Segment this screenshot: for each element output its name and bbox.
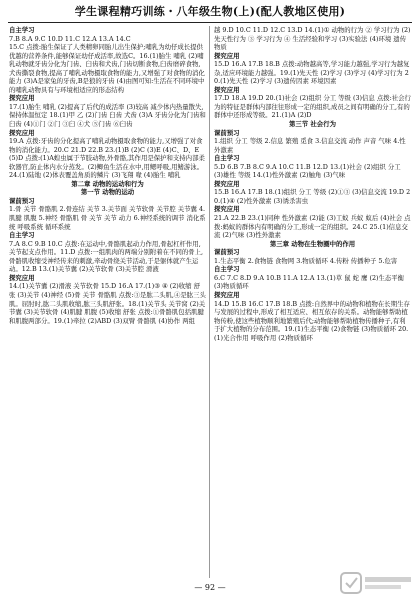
answer-paragraph: 15.D 16.A 17.B 18.B 点拨:动物越高等,学习能力越强,学习行为越复杂,适应环境能力越强。19.(1)先天性 (2)学习 (3)学习 (4)学习行为 20.(1)先天性 (2)学习 (3)遗传因素 环境因素 — [214, 60, 410, 86]
section-heading: 课前预习 — [214, 248, 240, 257]
section-heading: 探究应用 — [214, 179, 240, 188]
section-heading: 自主学习 — [9, 26, 35, 34]
column-divider — [209, 26, 210, 578]
page-header — [8, 0, 412, 23]
section-heading: 探究应用 — [214, 205, 240, 214]
chapter-title: 第一节 动物的运动 — [80, 188, 135, 197]
chapter-title: 第三章 动物在生物圈中的作用 — [269, 239, 356, 248]
section-heading: 自主学习 — [214, 265, 240, 274]
section-heading: 探究应用 — [9, 128, 35, 137]
answer-paragraph: 5.D 6.B 7.B 8.C 9.A 10.C 11.B 12.D 13.(1)社会 (2)组织 分工 (3)雄性 等级 14.(1)性外激素 (2)触角 (3)气味 — [214, 162, 401, 180]
answer-paragraph: 21.A 22.B 23.(1)同种 性外激素 (2)能 (3)工蚁 兵蚁 蚁后 (4)社会 点拨:蚂蚁的群体内有明确的分工,形成一定的组织。24.C 25.(1)信息交流 (2)气味 (3)性外激素 — [214, 214, 411, 240]
answer-paragraph: 19.A 点拨:牙齿的分化提高了哺乳动物摄取食物的能力,又增强了对食物的消化能力。20.C 21.D 22.B 23.(1)B (2)C (3)E (4)C、D、E (5)D 点拨:(1)A蝗虫属于节肢动物,外骨骼,其作用是保护和支持内部柔软器官,防止体内水分蒸发。(2)鲫鱼生活在水中,用鳃呼吸,用鳍游泳。24.(1)陆地 (2)体表覆盖角质的鳞片 (3)飞翔 喙 (4)胎生 哺乳 — [9, 137, 205, 180]
answer-paragraph: 15.C 点拨:胎生保证了人类精卵同胎儿出生保护;哺乳为幼仔成长提供优越的营养条件,能够保证幼仔成活率,故选C。16.(1)胎生 哺乳 (2)哺乳动物就牙齿分化为门齿、臼齿和犬齿,门齿切断食物,臼齿磨碎食物,犬齿撕裂食物,提高了哺乳动物摄取食物的能力,又增强了对食物的消化能力 (3)A是家兔的牙齿,B是狼的牙齿 (4)由图可知:生活在不同环境中的哺乳动物具有与环境相适应的形态结构 — [9, 43, 205, 94]
left-column — [9, 26, 206, 325]
answer-paragraph: 17.D 18.A 19.D 20.(1)社会 (2)组织 分工 等级 (3)信息 点拨:社会行为的特征是群体内部往往形成一定的组织,成员之间有明确的分工,有的群体中还形成等级。21.(1)A (2)D — [214, 94, 411, 120]
header-title: 学生课程精巧训练・八年级生物(上)(配人教地区使用) — [74, 5, 346, 18]
section-heading: 探究应用 — [9, 94, 35, 103]
section-heading: 课前预习 — [214, 128, 240, 137]
section-heading: 探究应用 — [214, 51, 240, 60]
answer-paragraph: 15.B 16.A 17.B 18.(1)组织 分工 等级 (2)①③ (3)信息交流 19.D 20.(1)④ (2)性外激素 (3)诱杀害虫 — [214, 188, 411, 205]
section-heading: 自主学习 — [214, 154, 240, 163]
answer-paragraph: 越 9.D 10.C 11.D 12.C 13.D 14.(1)① 动物的行为 ② 学习行为 (2)先天性行为 ③ 学习行为 ④ 生活经验和学习 (3)实验法 (4)环境 遗传物质 — [214, 26, 411, 52]
section-heading: 自主学习 — [9, 231, 35, 240]
answer-paragraph: 17.(1)胎生 哺乳 (2)提高了后代的成活率 (3)较高 减少体内热量散失,保持体温恒定 18.(1)甲 乙 (2)门齿 臼齿 犬齿 (3)A 牙齿分化为门齿和臼齿 (4)①门 ②门 ③臼 ④犬 ⑤门齿 ⑥臼齿 — [9, 102, 206, 129]
answer-paragraph: 6.C 7.C 8.D 9.A 10.B 11.A 12.A 13.(1)草 鼠 蛇 鹰 (2)生态平衡 (3)物质循环 — [214, 273, 405, 291]
answer-paragraph: 1.生态平衡 2.食物链 食物网 3.物质循环 4.传粉 传播种子 5.危害 — [214, 256, 398, 265]
answer-paragraph: 14.D 15.B 16.C 17.B 18.B 点拨:自然界中的动物和植物在长期生存与发展的过程中,形成了相互适应、相互依存的关系。动物能够帮助植物传粉,使这些植物顺利地繁殖后代;动物能够帮助植物传播种子,有利于扩大植物的分布范围。19.(1)生态平衡 (2)食物链 (3)物质循环 20.(1)光合作用 呼吸作用 (2)物质循环 — [214, 299, 410, 342]
watermark-logo-icon — [340, 570, 414, 596]
chapter-title: 第三节 社会行为 — [289, 120, 336, 129]
answer-paragraph: 7.A 8.C 9.B 10.C 点拨:在运动中,骨骼肌起动力作用,骨起杠杆作用,关节起支点作用。11.D 点拨:一组肌肉的两端分别附着在不同的骨上,骨骼肌收缩受神经传来的刺激,牵动骨绕关节活动,于是躯体就产生运动。12.B 13.(1)关节囊 (2)关节软骨 (3)关节腔 滑液 — [9, 239, 204, 274]
answer-paragraph: 1.组织 分工 等级 2.信息 繁殖 觅食 3.信息交流 动作 声音 气味 4.性外激素 — [214, 137, 406, 154]
section-heading: 探究应用 — [214, 290, 240, 299]
section-heading: 课前预习 — [9, 196, 35, 205]
answer-paragraph: 1.骨 关节 骨骼肌 2.骨连结 关节 3.关节面 关节软骨 关节腔 关节囊 4.肌腱 肌腹 5.神经 骨骼肌 骨 关节 关节 动力 6.神经系统的调节 消化系统 呼吸系统 循环系统 — [9, 205, 206, 231]
page-number: — 92 — — [194, 583, 226, 592]
section-heading: 探究应用 — [9, 273, 35, 282]
answer-paragraph: 7.B 8.A 9.C 10.D 11.C 12.A 13.A 14.C — [9, 34, 131, 43]
right-column — [214, 26, 411, 342]
answer-paragraph: 14.(1)关节囊 (2)滑液 关节软骨 15.D 16.A 17.(1)③ ④ (2)收缩 舒张 (3)关节 (4)神经 (5)骨 关节 骨骼肌 点拨:③是肱二头肌,④是肱三头肌。屈肘时,肱二头肌收缩,肱三头肌舒张。18.(1)关节头 关节窝 (2)关节囊 (3)关节软骨 (4)肌腱 肌腹 (5)收缩 舒张 点拨:①骨骼肌包括肌腱和肌腹两部分。19.(1)牵拉 (2)ABD (3)双臂 骨骼肌 (4)协作 两组 — [9, 282, 206, 325]
section-heading: 探究应用 — [214, 85, 240, 94]
chapter-title: 第二章 动物的运动和行为 — [71, 179, 144, 188]
